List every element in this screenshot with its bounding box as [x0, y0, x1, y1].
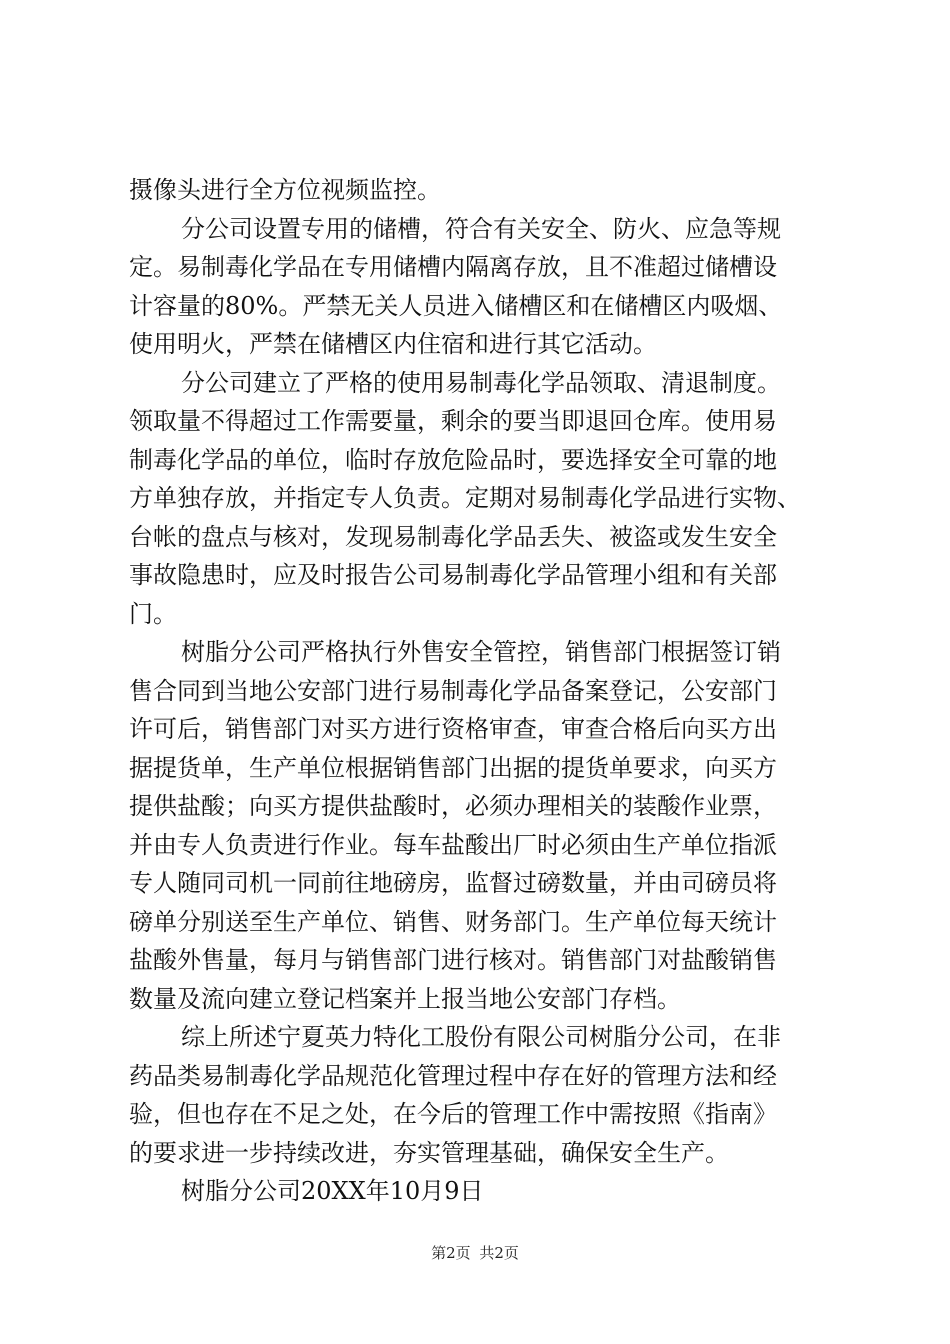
page-number: 第2页 — [431, 1244, 471, 1262]
signature-date-line: 树脂分公司20XX年10月9日 — [181, 1177, 484, 1205]
paragraph-start-line: 综上所述宁夏英力特化工股份有限公司树脂分公司，在非 — [181, 1023, 781, 1051]
text-line: 摄像头进行全方位视频监控。 — [129, 176, 441, 204]
page-total: 共2页 — [479, 1244, 519, 1262]
text-line: 数量及流向建立登记档案并上报当地公安部门存档。 — [129, 984, 681, 1013]
paragraph-start-line: 树脂分公司严格执行外售安全管控，销售部门根据签订销 — [181, 638, 781, 666]
text-line: 并由专人负责进行作业。每车盐酸出厂时必须由生产单位指派 — [129, 830, 777, 859]
text-line: 台帐的盘点与核对，发现易制毒化学品丢失、被盗或发生安全 — [129, 522, 777, 551]
paragraph-start-line: 分公司设置专用的储槽，符合有关安全、防火、应急等规 — [181, 214, 781, 243]
document-body — [129, 171, 825, 1211]
text-line: 使用明火，严禁在储槽区内住宿和进行其它活动。 — [129, 330, 657, 358]
text-line: 磅单分别送至生产单位、销售、财务部门。生产单位每天统计 — [129, 907, 777, 936]
text-line: 定。易制毒化学品在专用储槽内隔离存放，且不准超过储槽设 — [129, 253, 777, 281]
text-line: 许可后，销售部门对买方进行资格审查，审查合格后向买方出 — [129, 715, 777, 743]
text-line: 提供盐酸；向买方提供盐酸时，必须办理相关的装酸作业票， — [129, 792, 777, 820]
paragraph-start-line: 分公司建立了严格的使用易制毒化学品领取、清退制度。 — [181, 368, 781, 397]
text-line: 事故隐患时，应及时报告公司易制毒化学品管理小组和有关部 — [129, 561, 777, 589]
text-line: 专人随同司机一同前往地磅房，监督过磅数量，并由司磅员将 — [129, 869, 777, 897]
text-line: 领取量不得超过工作需要量，剩余的要当即退回仓库。使用易 — [129, 407, 777, 435]
text-line: 售合同到当地公安部门进行易制毒化学品备案登记，公安部门 — [129, 676, 777, 705]
text-line: 计容量的80%。严禁无关人员进入储槽区和在储槽区内吸烟、 — [129, 291, 783, 320]
text-line: 制毒化学品的单位，临时存放危险品时，要选择安全可靠的地 — [129, 445, 777, 474]
text-line: 药品类易制毒化学品规范化管理过程中存在好的管理方法和经 — [129, 1061, 777, 1090]
text-line: 门。 — [129, 599, 177, 628]
text-line: 的要求进一步持续改进，夯实管理基础，确保安全生产。 — [129, 1138, 729, 1167]
text-line: 据提货单，生产单位根据销售部门出据的提货单要求，向买方 — [129, 753, 777, 782]
text-line: 方单独存放，并指定专人负责。定期对易制毒化学品进行实物、 — [129, 484, 801, 512]
text-line: 盐酸外售量，每月与销售部门进行核对。销售部门对盐酸销售 — [129, 946, 777, 974]
page-footer — [0, 1243, 950, 1263]
text-line: 验，但也存在不足之处，在今后的管理工作中需按照《指南》 — [129, 1100, 777, 1128]
